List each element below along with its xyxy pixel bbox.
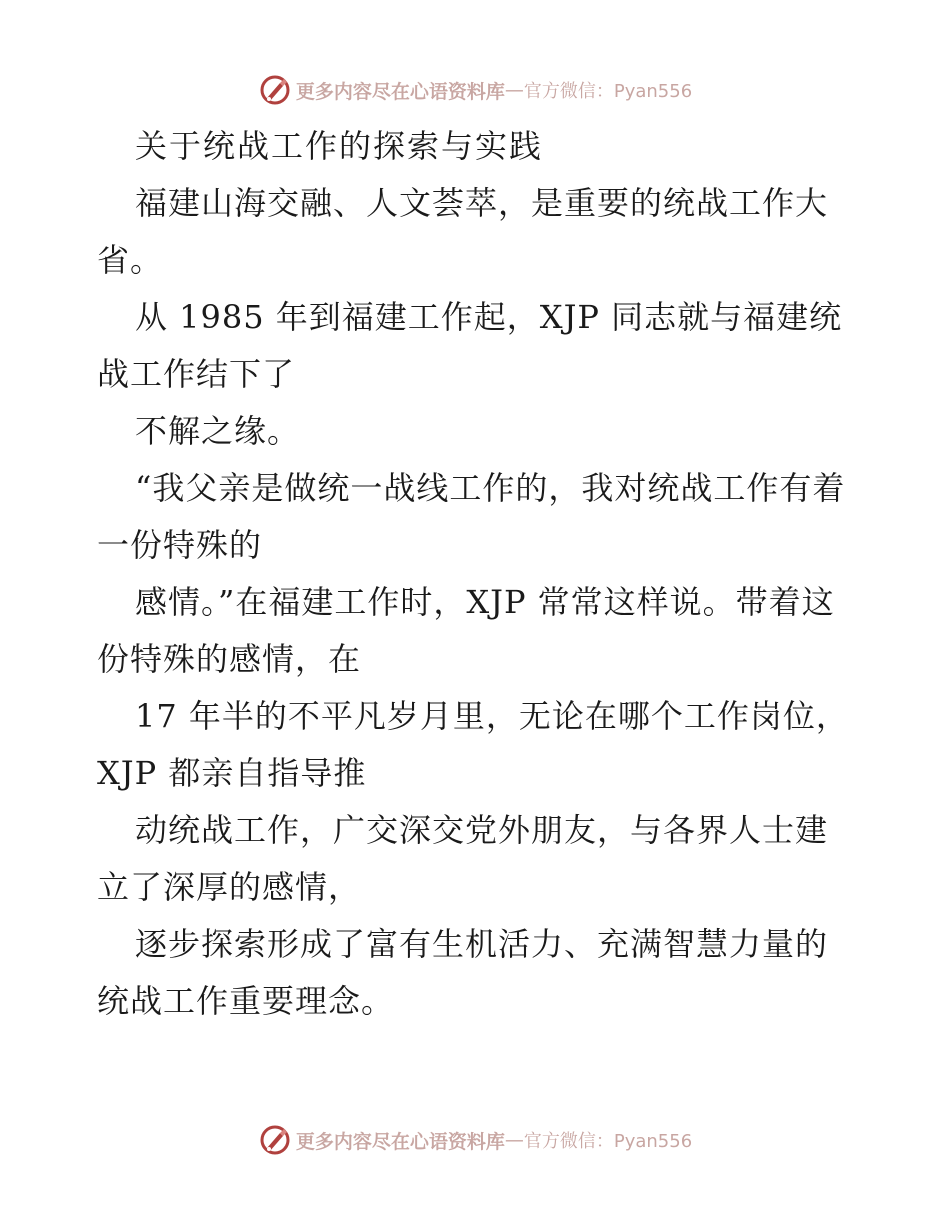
paragraph: 17 年半的不平凡岁月里，无论在哪个工作岗位，XJP 都亲自指导推	[97, 697, 849, 792]
watermark-separator: —	[504, 79, 524, 101]
watermark-wechat-text: 官方微信：Pyan556	[523, 81, 693, 102]
footer-watermark	[0, 1120, 950, 1160]
paragraph: 动统战工作，广交深交党外朋友，与各界人士建立了深厚的感情，	[97, 811, 829, 906]
pen-logo-icon	[258, 73, 292, 107]
paragraph: 逐步探索形成了富有生机活力、充满智慧力量的统战工作重要理念。	[97, 925, 829, 1020]
header-watermark	[0, 70, 950, 110]
document-title: 关于统战工作的探索与实践	[135, 127, 544, 165]
paragraph: 从 1985 年到福建工作起，XJP 同志就与福建统战工作结下了	[97, 298, 843, 393]
document-body	[97, 118, 853, 1030]
watermark-wechat-text: 官方微信：Pyan556	[523, 1131, 693, 1152]
watermark-site-text: 更多内容尽在心语资料库	[295, 80, 505, 103]
paragraph: “我父亲是做统一战线工作的，我对统战工作有着一份特殊的	[97, 469, 846, 564]
watermark-separator: —	[504, 1129, 524, 1151]
paragraph: 福建山海交融、人文荟萃，是重要的统战工作大省。	[97, 184, 829, 279]
pen-logo-icon	[258, 1123, 292, 1157]
paragraph: 感情。”在福建工作时，XJP 常常这样说。带着这份特殊的感情，在	[97, 583, 835, 678]
watermark-site-text: 更多内容尽在心语资料库	[295, 1130, 505, 1153]
paragraph: 不解之缘。	[135, 412, 301, 450]
